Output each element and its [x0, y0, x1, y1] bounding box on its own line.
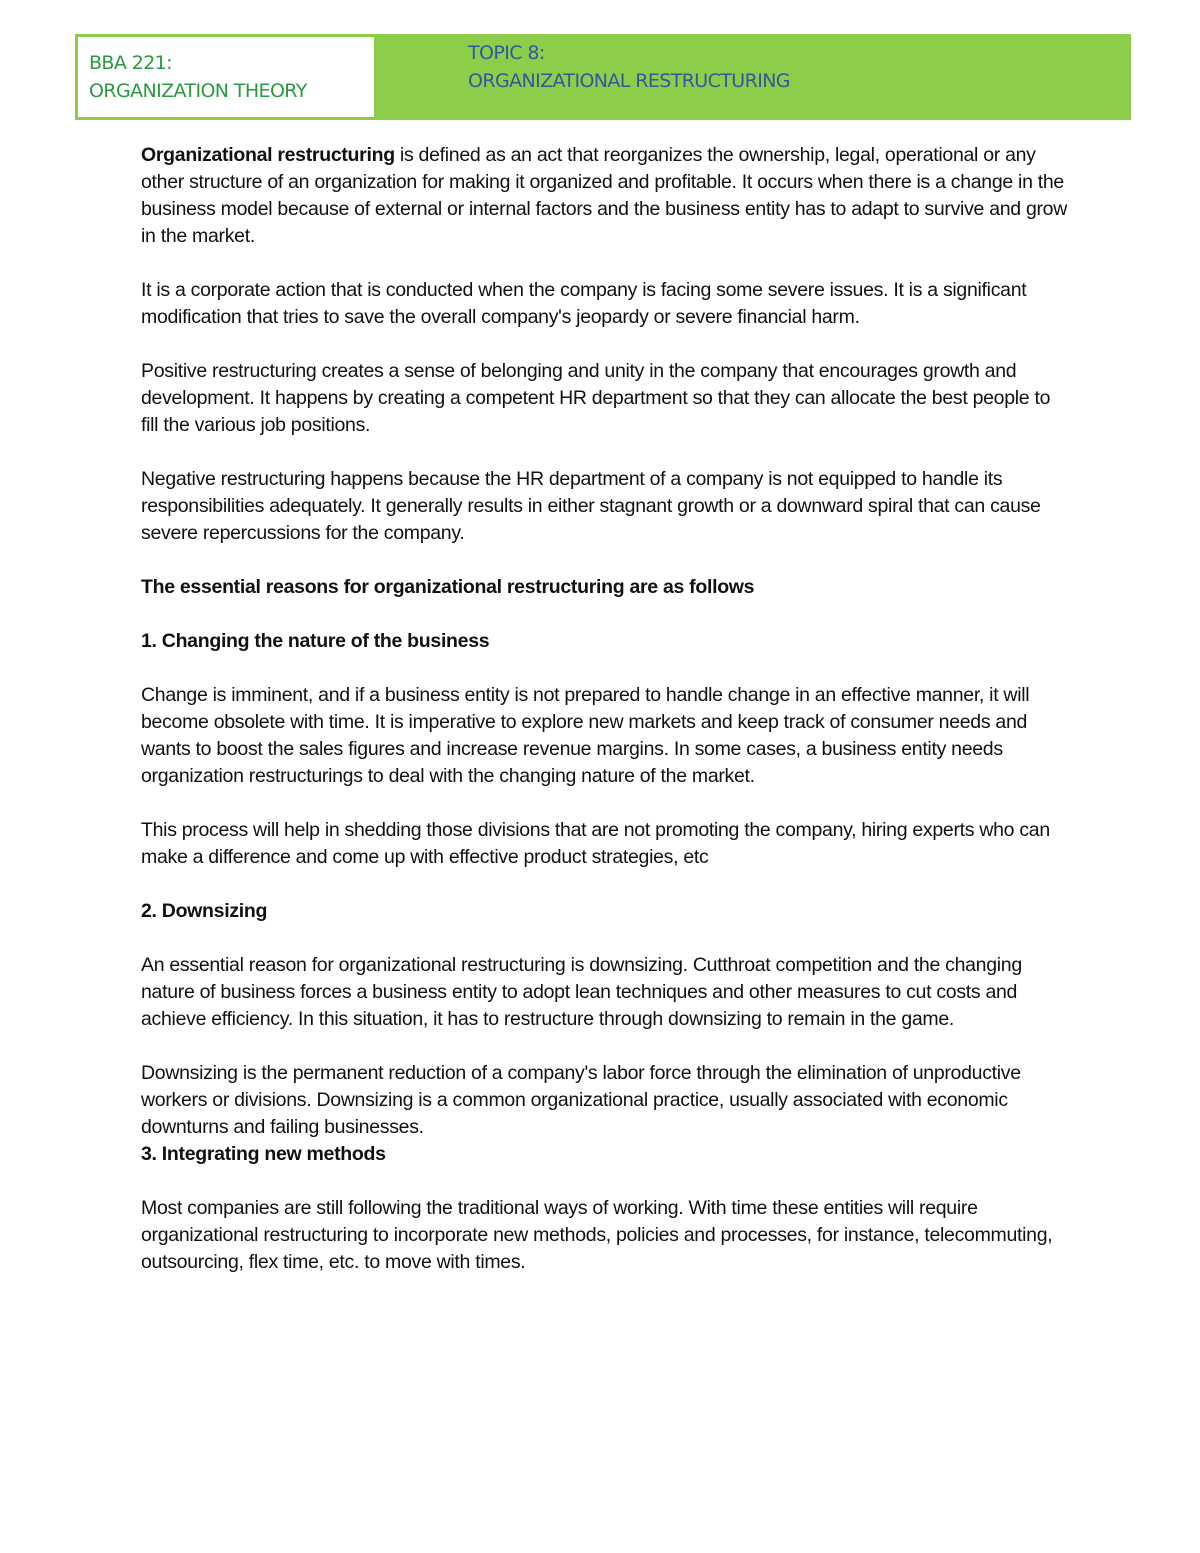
reasons-heading: The essential reasons for organizational restructuring are as follows: [141, 576, 755, 598]
topic-name: ORGANIZATIONAL RESTRUCTURING: [468, 70, 790, 92]
definition-text: is defined as an act that reorganizes the ownership, legal, operational or any other structure of an organization for making it organized and profitable. It occurs when there is a change in the business model because of external or internal factors and the business entity has to adapt to survive and grow in the market.: [141, 144, 1068, 247]
paragraph-corporate-action: It is a corporate action that is conducted when the company is facing some severe issues. It is a significant modification that tries to save the overall company's jeopardy or severe financial harm.: [141, 279, 1027, 328]
definition-paragraph: [141, 142, 1071, 250]
paragraph-downsizing-definition: Downsizing is the permanent reduction of a company's labor force through the elimination of unproductive workers or divisions. Downsizing is a common organizational practice, usually associated with economic downturns and failing businesses.: [141, 1062, 1021, 1138]
document-header: [75, 34, 1131, 120]
paragraph-positive-restructuring: Positive restructuring creates a sense of belonging and unity in the company that encourages growth and development. It happens by creating a competent HR department so that they can allocate the best people to fill the various job positions.: [141, 360, 1051, 436]
paragraph-shedding-divisions: This process will help in shedding those divisions that are not promoting the company, hiring experts who can make a difference and come up with effective product strategies, etc: [141, 819, 1050, 868]
paragraph-change-imminent: Change is imminent, and if a business entity is not prepared to handle change in an effective manner, it will become obsolete with time. It is imperative to explore new markets and keep track of consumer needs and wants to boost the sales figures and increase revenue margins. In some cases, a business entity needs organization restructurings to deal with the changing nature of the market.: [141, 684, 1030, 787]
topic-title-box: [468, 39, 790, 95]
paragraph-downsizing-reason: An essential reason for organizational restructuring is downsizing. Cutthroat competition and the changing nature of business forces a business entity to adopt lean techniques and other measures to cut costs and achieve efficiency. In this situation, it has to restructure through downsizing to remain in the game.: [141, 954, 1022, 1030]
section-heading-changing-nature: 1. Changing the nature of the business: [141, 630, 490, 652]
section-heading-downsizing: 2. Downsizing: [141, 900, 268, 922]
course-title-box: [75, 34, 377, 120]
paragraph-negative-restructuring: Negative restructuring happens because the HR department of a company is not equipped to handle its responsibilities adequately. It generally results in either stagnant growth or a downward spiral that can cause severe repercussions for the company.: [141, 468, 1041, 544]
topic-number: TOPIC 8:: [468, 42, 545, 64]
document-body: [141, 142, 1071, 1276]
course-name: ORGANIZATION THEORY: [89, 80, 307, 102]
course-code: BBA 221:: [89, 52, 172, 74]
defined-term: Organizational restructuring: [141, 144, 395, 166]
section-heading-new-methods: 3. Integrating new methods: [141, 1143, 386, 1165]
paragraph-new-methods: Most companies are still following the traditional ways of working. With time these entities will require organizational restructuring to incorporate new methods, policies and processes, for instance, telecommuting, outsourcing, flex time, etc. to move with times.: [141, 1197, 1053, 1273]
